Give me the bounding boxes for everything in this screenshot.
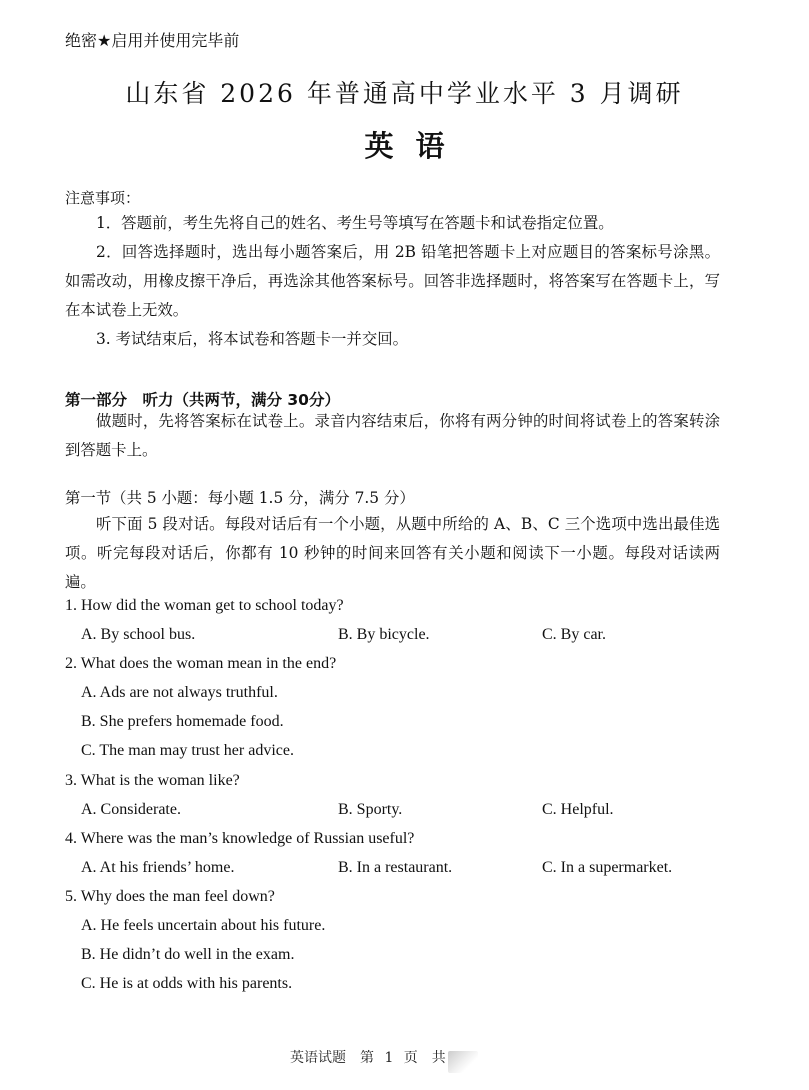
q5-option-a: A. He feels uncertain about his future.: [81, 917, 326, 934]
q2-option-a: A. Ads are not always truthful.: [81, 684, 278, 701]
q1-option-b: B. By bicycle.: [338, 626, 430, 643]
q5-option-c: C. He is at odds with his parents.: [81, 975, 293, 992]
question-4: 4. Where was the man’s knowledge of Russian useful?: [65, 830, 415, 847]
page-footer: 英语试题 第 1 页 共: [290, 1050, 446, 1066]
subject-title: 英语: [364, 129, 467, 163]
q3-option-c: C. Helpful.: [542, 801, 614, 818]
q3-option-b: B. Sporty.: [338, 801, 403, 818]
part1-heading: 第一部分 听力（共两节，满分 30分）: [65, 391, 340, 409]
q1-option-c: C. By car.: [542, 626, 606, 643]
notice-item-2: 2．回答选择题时，选出每小题答案后，用 2B 铅笔把答题卡上对应题目的答案标号涂黑。如需改动，用橡皮擦干净后，再选涂其他答案标号。回答非选择题时，将答案写在答题卡上，写在本试卷上无效。: [65, 243, 720, 319]
section1-heading: 第一节（共 5 小题：每小题 1.5 分，满分 7.5 分）: [65, 489, 415, 507]
notice-item-1: 1．答题前，考生先将自己的姓名、考生号等填写在答题卡和试卷指定位置。: [96, 214, 614, 232]
confidential-label: 绝密★启用并使用完毕前: [65, 31, 240, 50]
q2-option-b: B. She prefers homemade food.: [81, 713, 284, 730]
page-curl-icon: [448, 1051, 478, 1073]
question-2: 2. What does the woman mean in the end?: [65, 655, 337, 672]
q1-option-a: A. By school bus.: [81, 626, 196, 643]
section1-instructions: 听下面 5 段对话。每段对话后有一个小题，从题中所给的 A、B、C 三个选项中选出最佳选项。听完每段对话后，你都有 10 秒钟的时间来回答有关小题和阅读下一小题。每段对话读两遍。: [65, 515, 720, 591]
q4-option-b: B. In a restaurant.: [338, 859, 453, 876]
exam-title: 山东省 2026 年普通高中学业水平 3 月调研: [125, 79, 684, 108]
notice-heading: 注意事项：: [65, 189, 141, 207]
question-3: 3. What is the woman like?: [65, 772, 240, 789]
q3-option-a: A. Considerate.: [81, 801, 181, 818]
q4-option-a: A. At his friends’ home.: [81, 859, 235, 876]
notice-item-3: 3. 考试结束后，将本试卷和答题卡一并交回。: [96, 330, 408, 348]
question-1: 1. How did the woman get to school today?: [65, 597, 344, 614]
question-5: 5. Why does the man feel down?: [65, 888, 275, 905]
q4-option-c: C. In a supermarket.: [542, 859, 673, 876]
page-footer-row: [290, 1047, 478, 1073]
part1-instructions: 做题时，先将答案标在试卷上。录音内容结束后，你将有两分钟的时间将试卷上的答案转涂到答题卡上。: [65, 412, 720, 459]
q2-option-c: C. The man may trust her advice.: [81, 742, 294, 759]
q5-option-b: B. He didn’t do well in the exam.: [81, 946, 295, 963]
